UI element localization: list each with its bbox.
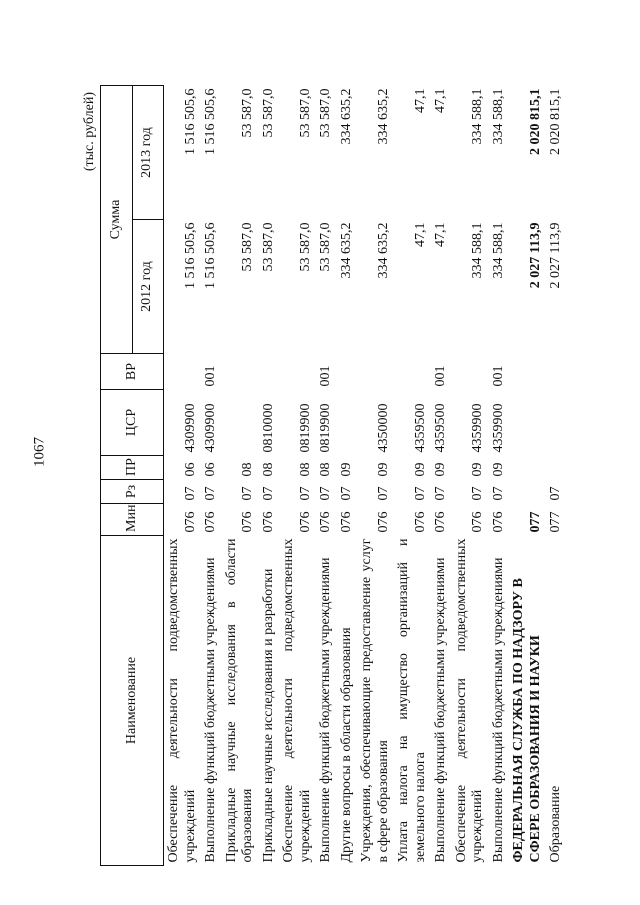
row-pr: 06 <box>203 462 219 477</box>
row-sum-2012: 1 516 505,6 <box>182 222 198 289</box>
row-sum-2013: 53 587,0 <box>297 88 313 138</box>
row-sum-2013: 334 588,1 <box>490 88 506 145</box>
row-pr: 09 <box>375 462 391 477</box>
row-csr: 4359900 <box>470 403 486 453</box>
table-row <box>201 86 222 866</box>
table-body <box>164 86 567 866</box>
row-rz: 07 <box>182 486 198 501</box>
row-min: 076 <box>318 511 334 533</box>
row-sum-2013: 53 587,0 <box>260 88 276 138</box>
row-sum-2012: 47,1 <box>433 222 449 247</box>
row-sum-2013: 53 587,0 <box>318 88 334 138</box>
row-vr <box>164 354 202 390</box>
row-name: Обеспечение деятельности подведомственных учреждений <box>453 538 486 863</box>
row-sum-2013: 47,1 <box>433 88 449 113</box>
table-row <box>337 86 358 866</box>
row-sum-2012: 334 635,2 <box>338 222 354 279</box>
row-sum-2012: 53 587,0 <box>297 222 313 272</box>
row-sum-2012: 1 516 505,6 <box>203 222 219 289</box>
row-pr: 09 <box>470 462 486 477</box>
row-min: 076 <box>433 511 449 533</box>
row-csr: 4309900 <box>203 403 219 453</box>
row-csr: 4359500 <box>433 403 449 453</box>
row-pr: 09 <box>412 462 428 477</box>
row-sum-2013: 1 516 505,6 <box>203 88 219 155</box>
row-sum-2012: 334 588,1 <box>490 222 506 279</box>
row-rz: 07 <box>338 486 354 501</box>
header-pr: ПР <box>101 456 164 480</box>
row-csr: 4350000 <box>375 403 391 453</box>
row-csr <box>222 390 259 456</box>
row-name: Выполнение функций бюджетными учреждениями <box>433 557 449 863</box>
row-sum-2012: 2 027 113,9 <box>548 222 564 289</box>
table-header <box>101 86 164 866</box>
row-rz: 07 <box>260 486 276 501</box>
row-csr: 0819900 <box>297 403 313 453</box>
row-pr: 09 <box>433 462 449 477</box>
row-vr: 001 <box>433 365 449 387</box>
row-vr: 001 <box>318 365 334 387</box>
row-sum-2013: 334 635,2 <box>375 88 391 145</box>
row-name: Выполнение функций бюджетными учреждениями <box>318 557 334 863</box>
row-vr <box>394 354 431 390</box>
row-pr <box>509 456 546 480</box>
row-vr <box>357 354 394 390</box>
header-sum: Сумма <box>101 86 133 354</box>
row-csr <box>337 390 358 456</box>
row-name: Учреждения, обеспечивающие предоставление услуг в сфере образования <box>359 538 391 863</box>
row-name: Образование <box>548 785 564 863</box>
table-row <box>279 86 316 866</box>
row-sum-2013: 53 587,0 <box>240 88 256 138</box>
row-csr: 4309900 <box>182 403 198 453</box>
row-pr: 08 <box>318 462 334 477</box>
row-sum-2013: 47,1 <box>412 88 428 113</box>
header-vr: ВР <box>101 354 164 390</box>
row-rz: 07 <box>490 486 506 501</box>
row-csr <box>509 390 546 456</box>
table-row <box>394 86 431 866</box>
row-min: 076 <box>490 511 506 533</box>
header-year-2012: 2012 год <box>132 220 164 354</box>
header-year-2013: 2013 год <box>132 86 164 220</box>
units-label: (тыс. рублей) <box>82 92 97 172</box>
row-min: 076 <box>203 511 219 533</box>
row-pr: 08 <box>297 462 313 477</box>
row-rz: 07 <box>375 486 391 501</box>
row-csr: 0819900 <box>318 403 334 453</box>
row-sum-2012: 2 027 113,9 <box>527 222 543 289</box>
row-pr: 08 <box>240 462 256 477</box>
row-name: Обеспечение деятельности подведомственных учреждений <box>166 538 198 863</box>
header-name: Наименование <box>101 536 164 866</box>
header-rz: Рз <box>101 480 164 504</box>
row-sum-2012: 53 587,0 <box>260 222 276 272</box>
row-sum-2013: 1 516 505,6 <box>182 88 198 155</box>
row-name: Выполнение функций бюджетными учреждениями <box>490 557 506 863</box>
table-row <box>509 86 546 866</box>
header-min: Мин <box>101 504 164 536</box>
row-pr: 09 <box>338 462 354 477</box>
row-vr <box>337 354 358 390</box>
row-min: 076 <box>412 511 428 533</box>
row-pr <box>546 456 567 480</box>
row-sum-2013: 2 020 815,1 <box>527 88 543 155</box>
row-rz: 07 <box>297 486 313 501</box>
row-sum-2012: 334 588,1 <box>470 222 486 279</box>
row-name: Обеспечение деятельности подведомственных учреждений <box>281 538 313 863</box>
table-row <box>357 86 394 866</box>
row-min: 077 <box>548 511 564 533</box>
budget-table <box>100 85 567 866</box>
row-rz: 07 <box>318 486 334 501</box>
row-vr <box>452 354 489 390</box>
row-name: Выполнение функций бюджетными учреждениями <box>203 557 219 863</box>
row-vr: 001 <box>203 365 219 387</box>
row-rz: 07 <box>433 486 449 501</box>
row-vr <box>279 354 316 390</box>
row-min: 076 <box>182 511 198 533</box>
page-number: 1067 <box>31 437 48 467</box>
row-name: Уплата налога на имущество организаций и земельного налога <box>396 538 428 863</box>
table-row <box>259 86 280 866</box>
row-name: Прикладные научные исследования и разработки <box>260 568 276 863</box>
row-rz: 07 <box>470 486 486 501</box>
row-rz: 07 <box>203 486 219 501</box>
row-sum-2012: 53 587,0 <box>240 222 256 272</box>
row-vr <box>222 354 259 390</box>
row-min: 076 <box>338 511 354 533</box>
row-csr: 0810000 <box>260 403 276 453</box>
row-rz: 07 <box>412 486 428 501</box>
row-sum-2012: 53 587,0 <box>318 222 334 272</box>
table-row <box>546 86 567 866</box>
row-vr: 001 <box>490 365 506 387</box>
table-row <box>164 86 202 866</box>
table-row <box>431 86 452 866</box>
row-rz <box>509 480 546 504</box>
row-min: 076 <box>240 511 256 533</box>
row-vr <box>259 354 280 390</box>
table-row <box>316 86 337 866</box>
row-sum-2013: 334 588,1 <box>470 88 486 145</box>
row-min: 076 <box>260 511 276 533</box>
row-vr <box>546 354 567 390</box>
table-row <box>222 86 259 866</box>
row-csr: 4359900 <box>490 403 506 453</box>
row-pr: 08 <box>260 462 276 477</box>
row-rz: 07 <box>240 486 256 501</box>
row-csr <box>546 390 567 456</box>
row-pr: 09 <box>490 462 506 477</box>
row-min: 076 <box>297 511 313 533</box>
header-csr: ЦСР <box>101 390 164 456</box>
row-pr: 06 <box>182 462 198 477</box>
rotated-page-content <box>82 86 562 866</box>
table-row <box>452 86 489 866</box>
row-csr: 4359500 <box>412 403 428 453</box>
table-row <box>489 86 510 866</box>
row-vr <box>509 354 546 390</box>
row-sum-2013: 2 020 815,1 <box>548 88 564 155</box>
row-rz: 07 <box>548 486 564 501</box>
row-sum-2012: 47,1 <box>412 222 428 247</box>
row-min: 076 <box>470 511 486 533</box>
row-sum-2012: 334 635,2 <box>375 222 391 279</box>
row-name: ФЕДЕРАЛЬНАЯ СЛУЖБА ПО НАДЗОРУ В СФЕРЕ ОБРАЗОВАНИЯ И НАУКИ <box>511 578 543 863</box>
row-sum-2013: 334 635,2 <box>338 88 354 145</box>
row-min: 076 <box>375 511 391 533</box>
row-name: Другие вопросы в области образования <box>338 627 354 863</box>
row-name: Прикладные научные исследования в области образования <box>223 538 256 863</box>
row-min: 077 <box>527 511 543 533</box>
